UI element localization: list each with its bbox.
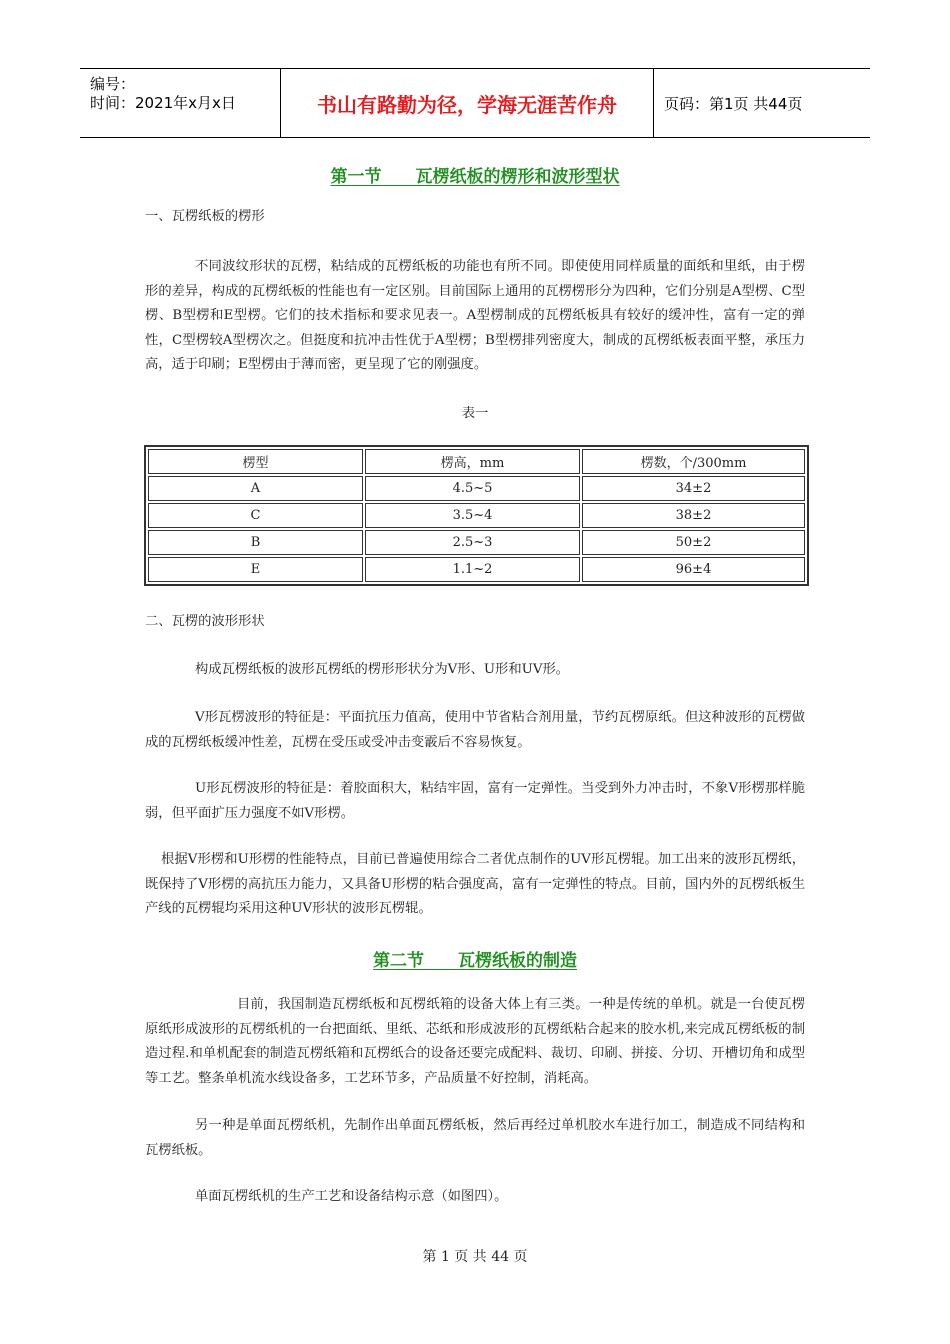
time-label: 时间：2021年x月x日: [90, 94, 236, 112]
paragraph-uv-shape: 根据V形楞和U形楞的性能特点，目前已普遍使用综合二者优点制作的UV形瓦楞辊。加工出来的波形瓦楞纸，既保持了V形楞的高抗压力能力，又具备U形楞的粘合强度高，富有一定弹性的特点。目前，国内外的瓦楞纸板生产线的瓦楞辊均采用这种UV形状的波形瓦楞辊。: [145, 852, 805, 916]
table-header-cell: 楞数，个/300mm: [582, 449, 805, 474]
table-row: [148, 530, 805, 555]
page-footer: 第 1 页 共 44 页: [422, 1249, 528, 1265]
paragraph-v-shape: V形瓦楞波形的特征是：平面抗压力值高，使用中节省粘合剂用量，节约瓦楞原纸。但这种波形的瓦楞做成的瓦楞纸板缓冲性差，瓦楞在受压或受冲击变霰后不容易恢复。: [145, 710, 805, 750]
table-header-cell: 楞高，mm: [365, 449, 580, 474]
table-cell: 3.5~4: [365, 503, 580, 528]
motto: 书山有路勤为径，学海无涯苦作舟: [281, 69, 654, 137]
table-cell: 1.1~2: [365, 557, 580, 582]
header-table: [80, 68, 870, 138]
table-cell: E: [148, 557, 363, 582]
paragraph-wave-types: 构成瓦楞纸板的波形瓦楞纸的楞形形状分为V形、U形和UV形。: [195, 662, 570, 677]
page-info: 页码：第1页 共44页: [664, 94, 803, 113]
table-cell: C: [148, 503, 363, 528]
section2-title: [0, 946, 950, 971]
paragraph-single-facer: 另一种是单面瓦楞纸机，先制作出单面瓦楞纸板，然后再经过单机胶水车进行加工，制造成不同结构和瓦楞纸板。: [145, 1118, 805, 1158]
table-cell: A: [148, 476, 363, 501]
table-cell: 96±4: [582, 557, 805, 582]
number-label: 编号：: [90, 75, 136, 93]
paragraph-figure-ref: 单面瓦楞纸机的生产工艺和设备结构示意（如图四）。: [195, 1189, 508, 1204]
section1-title-text: 第一节 瓦楞纸板的楞形和波形型状: [330, 167, 620, 187]
flute-spec-table: [144, 445, 809, 586]
header-meta-cell: [80, 69, 281, 137]
subheading-corrugation-shape: 一、瓦楞纸板的楞形: [145, 209, 265, 224]
table-cell: 50±2: [582, 530, 805, 555]
table-cell: 4.5~5: [365, 476, 580, 501]
table-row: [148, 503, 805, 528]
paragraph-equipment: 目前，我国制造瓦楞纸板和瓦楞纸箱的设备大体上有三类。一种是传统的单机。就是一台使瓦楞原纸形成波形的瓦楞纸机的一台把面纸、里纸、芯纸和形成波形的瓦楞纸粘合起来的胶水机,来完成瓦楞纸板的制造过程.和单机配套的制造瓦楞纸箱和瓦楞纸合的设备还要完成配料、裁切、印刷、拼接、分切、开槽切角和成型等工艺。整条单机流水线设备多，工艺环节多，产品质量不好控制，消耗高。: [145, 997, 805, 1086]
paragraph-intro: 不同波纹形状的瓦楞，粘结成的瓦楞纸板的功能也有所不同。即使使用同样质量的面纸和里纸，由于楞形的差异，构成的瓦楞纸板的性能也有一定区别。目前国际上通用的瓦楞楞形分为四种，它们分别是A型楞、C型楞、B型楞和E型楞。它们的技术指标和要求见表一。A型楞制成的瓦楞纸板具有较好的缓冲性，富有一定的弹性，C型楞较A型楞次之。但挺度和抗冲击性优于A型楞；B型楞排列密度大，制成的瓦楞纸板表面平整，承压力高，适于印刷；E型楞由于薄而密，更呈现了它的刚强度。: [145, 259, 805, 372]
section1-title: [0, 162, 950, 187]
subheading-wave-shape: 二、瓦楞的波形形状: [145, 614, 265, 629]
paragraph-u-shape: U形瓦楞波形的特征是：着胶面积大，粘结牢固，富有一定弹性。当受到外力冲击时，不象V形楞那样脆弱，但平面扩压力强度不如V形楞。: [145, 781, 805, 821]
table-cell: 38±2: [582, 503, 805, 528]
table-row: [148, 557, 805, 582]
table-caption: 表一: [461, 406, 489, 421]
table-row: [148, 476, 805, 501]
table-cell: 2.5~3: [365, 530, 580, 555]
section2-title-text: 第二节 瓦楞纸板的制造: [373, 951, 577, 971]
table-cell: B: [148, 530, 363, 555]
table-header-cell: 楞型: [148, 449, 363, 474]
table-header-row: [148, 449, 805, 474]
table-cell: 34±2: [582, 476, 805, 501]
